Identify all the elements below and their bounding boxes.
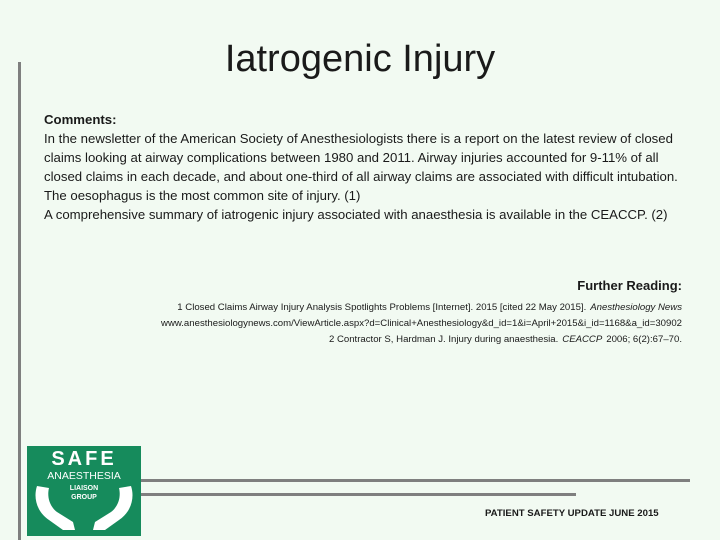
bottom-horizontal-rule-short (140, 493, 576, 496)
reference-1 (42, 300, 682, 316)
further-reading-heading: Further Reading: (577, 278, 682, 293)
references-list (42, 300, 682, 348)
reference-2 (42, 332, 682, 348)
reference-1-url[interactable]: www.anesthesiologynews.com/ViewArticle.aspx?d=Clinical+Anesthesiology&d_id=1&i=April+2015&i_id=1168&a_id=30902 (161, 318, 682, 329)
reference-1-text: 1 Closed Claims Airway Injury Analysis Spotlights Problems [Internet]. 2015 [cited 22 May 2015]. (177, 302, 587, 313)
left-vertical-rule (18, 62, 21, 540)
reference-2-text: 2 Contractor S, Hardman J. Injury during anaesthesia. (328, 334, 559, 345)
footer-note: PATIENT SAFETY UPDATE JUNE 2015 (485, 508, 659, 519)
logo-anaesthesia-text: ANAESTHESIA (47, 470, 121, 482)
page-title: Iatrogenic Injury (224, 38, 496, 80)
comments-paragraph-2: A comprehensive summary of iatrogenic injury associated with anaesthesia is available in the CEACCP. (2) (44, 207, 668, 222)
comments-paragraph-1: In the newsletter of the American Society of Anesthesiologists there is a report on the latest review of closed claims looking at airway complications between 1980 and 2011. Airway injuries accounted for 9-11% of all closed claims in each decade, and about one-third of all airway claims are associated with difficult intubation. The oesophagus is the most common site of injury. (1) (44, 131, 678, 203)
logo-group-text: GROUP (71, 494, 97, 501)
logo-safe-text: SAFE (51, 448, 117, 470)
hands-icon (27, 446, 141, 536)
bottom-horizontal-rule (140, 479, 690, 482)
reference-2-details: 2006; 6(2):67–70. (606, 334, 682, 345)
reference-1-journal: Anesthesiology News (590, 302, 682, 313)
reference-2-journal: CEACCP (562, 334, 603, 345)
comments-label: Comments: (44, 112, 117, 127)
comments-section (44, 110, 684, 224)
safe-anaesthesia-logo (27, 446, 141, 536)
logo-liaison-text: LIAISON (69, 485, 99, 492)
